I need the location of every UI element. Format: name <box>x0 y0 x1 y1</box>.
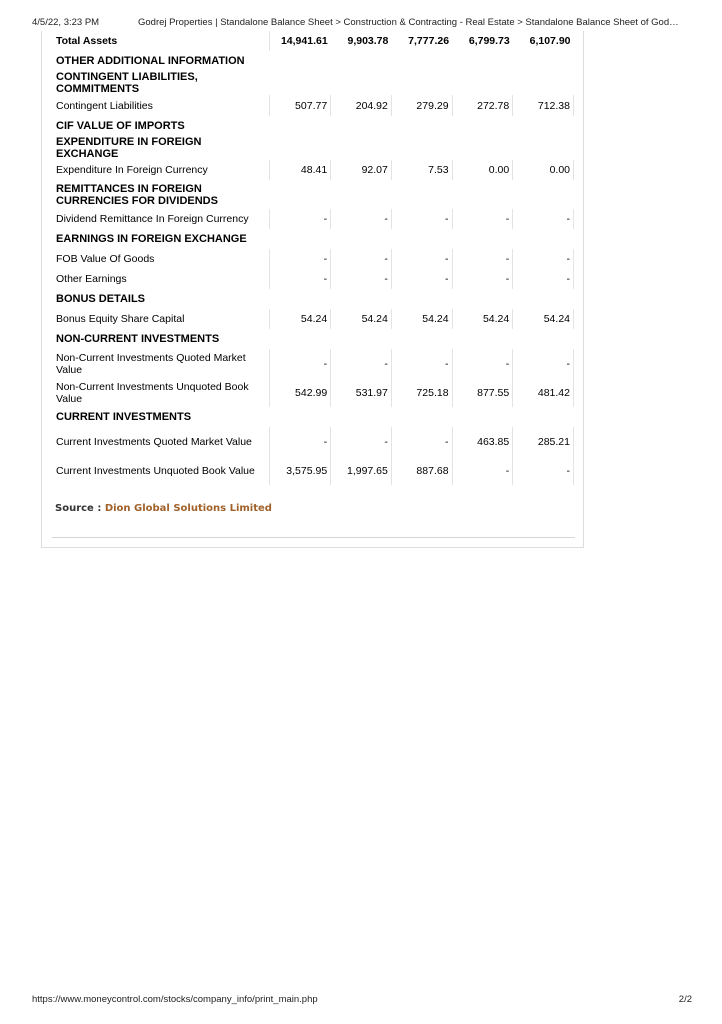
total-row <box>54 31 574 51</box>
row-value <box>270 136 331 160</box>
row-value <box>513 407 574 427</box>
row-value: 54.24 <box>513 309 574 329</box>
row-value: 1,997.65 <box>331 456 392 485</box>
row-value <box>331 180 392 209</box>
table-row <box>54 249 574 269</box>
row-label: Non-Current Investments Unquoted Book Value <box>54 378 270 407</box>
section-heading-row <box>54 289 574 309</box>
row-label: Current Investments Quoted Market Value <box>54 427 270 456</box>
section-heading-row <box>54 136 574 160</box>
row-value <box>331 71 392 95</box>
row-value: 531.97 <box>331 378 392 407</box>
row-value: 54.24 <box>391 309 452 329</box>
row-value: - <box>270 427 331 456</box>
section-heading-row <box>54 51 574 71</box>
row-label: Contingent Liabilities <box>54 95 270 116</box>
row-value: - <box>331 249 392 269</box>
row-value: 3,575.95 <box>270 456 331 485</box>
row-value: - <box>513 209 574 229</box>
row-value: - <box>391 209 452 229</box>
row-value: - <box>391 269 452 289</box>
row-value <box>513 329 574 349</box>
row-value: 7,777.26 <box>408 35 450 47</box>
row-value: 463.85 <box>452 427 513 456</box>
row-value: 887.68 <box>391 456 452 485</box>
row-value <box>270 329 331 349</box>
row-label: CIF VALUE OF IMPORTS <box>56 120 185 132</box>
row-value: - <box>391 349 452 378</box>
row-value <box>331 116 392 136</box>
row-value: 285.21 <box>513 427 574 456</box>
row-value <box>331 136 392 160</box>
table-row <box>54 378 574 407</box>
balance-sheet-table <box>54 31 574 485</box>
divider <box>52 537 575 538</box>
row-value: 6,107.90 <box>529 35 571 47</box>
balance-sheet-panel <box>41 31 584 548</box>
row-value <box>270 229 331 249</box>
row-value: - <box>270 249 331 269</box>
section-heading-row <box>54 180 574 209</box>
row-value <box>452 407 513 427</box>
row-value <box>391 329 452 349</box>
row-value: 0.00 <box>513 160 574 180</box>
row-value: 9,903.78 <box>347 35 389 47</box>
section-heading-row <box>54 71 574 95</box>
row-label: REMITTANCES IN FOREIGN CURRENCIES FOR DIVIDENDS <box>56 182 218 207</box>
page-number: 2/2 <box>678 994 692 1005</box>
row-label: Expenditure In Foreign Currency <box>54 160 270 180</box>
row-value <box>513 289 574 309</box>
row-value: 507.77 <box>270 95 331 116</box>
row-value <box>331 51 392 71</box>
row-value <box>513 180 574 209</box>
row-label: FOB Value Of Goods <box>54 249 270 269</box>
row-value <box>391 229 452 249</box>
row-label: Other Earnings <box>54 269 270 289</box>
row-label: Dividend Remittance In Foreign Currency <box>54 209 270 229</box>
row-value: 7.53 <box>391 160 452 180</box>
row-value <box>331 329 392 349</box>
row-label: NON-CURRENT INVESTMENTS <box>56 333 220 345</box>
row-value: - <box>331 209 392 229</box>
table-row <box>54 456 574 485</box>
section-heading-row <box>54 116 574 136</box>
row-value <box>270 71 331 95</box>
page-title: Godrej Properties | Standalone Balance Sheet > Construction & Contracting - Real Estate > Standalone Balance Sheet of God… <box>138 17 679 28</box>
row-value: 712.38 <box>513 95 574 116</box>
row-value: - <box>513 349 574 378</box>
table-row <box>54 95 574 116</box>
row-value <box>391 289 452 309</box>
row-value: - <box>391 249 452 269</box>
row-value <box>452 329 513 349</box>
row-value <box>391 51 452 71</box>
row-value: - <box>513 456 574 485</box>
row-value: 92.07 <box>331 160 392 180</box>
row-value <box>270 116 331 136</box>
print-url: https://www.moneycontrol.com/stocks/company_info/print_main.php <box>32 994 318 1005</box>
row-value <box>513 51 574 71</box>
row-value: 481.42 <box>513 378 574 407</box>
row-label: EXPENDITURE IN FOREIGN EXCHANGE <box>56 136 202 160</box>
table-row <box>54 349 574 378</box>
row-value <box>391 407 452 427</box>
row-label: Total Assets <box>54 31 270 51</box>
row-value <box>452 71 513 95</box>
row-value: - <box>513 249 574 269</box>
row-value <box>270 51 331 71</box>
row-value: - <box>452 209 513 229</box>
row-value <box>513 71 574 95</box>
row-value: - <box>452 349 513 378</box>
row-value <box>331 289 392 309</box>
row-value: - <box>270 269 331 289</box>
row-value: 48.41 <box>270 160 331 180</box>
row-value: 877.55 <box>452 378 513 407</box>
section-heading-row <box>54 329 574 349</box>
row-value <box>513 136 574 160</box>
row-value <box>270 180 331 209</box>
row-value: - <box>391 427 452 456</box>
row-value: - <box>331 349 392 378</box>
row-value: 6,799.73 <box>468 35 510 47</box>
row-value: 542.99 <box>270 378 331 407</box>
table-row <box>54 209 574 229</box>
row-value: - <box>270 209 331 229</box>
row-value <box>452 289 513 309</box>
row-value: - <box>513 269 574 289</box>
row-value: - <box>452 269 513 289</box>
row-value: - <box>331 427 392 456</box>
row-label: Non-Current Investments Quoted Market Value <box>54 349 270 378</box>
row-value: 54.24 <box>331 309 392 329</box>
source-label: Source : <box>55 503 102 514</box>
print-header <box>32 17 692 31</box>
row-value <box>452 180 513 209</box>
row-value: 279.29 <box>391 95 452 116</box>
row-value: 54.24 <box>270 309 331 329</box>
row-value <box>452 51 513 71</box>
row-value <box>270 407 331 427</box>
row-value <box>391 136 452 160</box>
row-value: - <box>331 269 392 289</box>
row-value <box>452 136 513 160</box>
row-label: Current Investments Unquoted Book Value <box>54 456 270 485</box>
table-row <box>54 160 574 180</box>
row-value: 725.18 <box>391 378 452 407</box>
row-label: CONTINGENT LIABILITIES, COMMITMENTS <box>56 71 198 95</box>
section-heading-row <box>54 407 574 427</box>
row-value <box>452 116 513 136</box>
row-value: - <box>452 249 513 269</box>
table-row <box>54 309 574 329</box>
row-value <box>391 180 452 209</box>
row-value: 0.00 <box>452 160 513 180</box>
row-value <box>331 229 392 249</box>
source-credit <box>55 503 272 514</box>
row-value: 54.24 <box>452 309 513 329</box>
table-row <box>54 269 574 289</box>
row-value: - <box>270 349 331 378</box>
row-value: 272.78 <box>452 95 513 116</box>
row-label: OTHER ADDITIONAL INFORMATION <box>56 55 245 67</box>
row-label: CURRENT INVESTMENTS <box>56 411 192 423</box>
row-label: BONUS DETAILS <box>56 293 146 305</box>
row-value <box>452 229 513 249</box>
row-value <box>270 289 331 309</box>
row-value <box>391 116 452 136</box>
table-row <box>54 427 574 456</box>
row-value <box>391 71 452 95</box>
row-value: 204.92 <box>331 95 392 116</box>
row-value: 14,941.61 <box>280 35 328 47</box>
section-heading-row <box>54 229 574 249</box>
print-datetime: 4/5/22, 3:23 PM <box>32 17 100 28</box>
row-value <box>513 229 574 249</box>
row-value <box>513 116 574 136</box>
source-link[interactable]: Dion Global Solutions Limited <box>104 503 272 514</box>
row-label: EARNINGS IN FOREIGN EXCHANGE <box>56 233 247 245</box>
row-label: Bonus Equity Share Capital <box>54 309 270 329</box>
row-value <box>331 407 392 427</box>
row-value: - <box>452 456 513 485</box>
